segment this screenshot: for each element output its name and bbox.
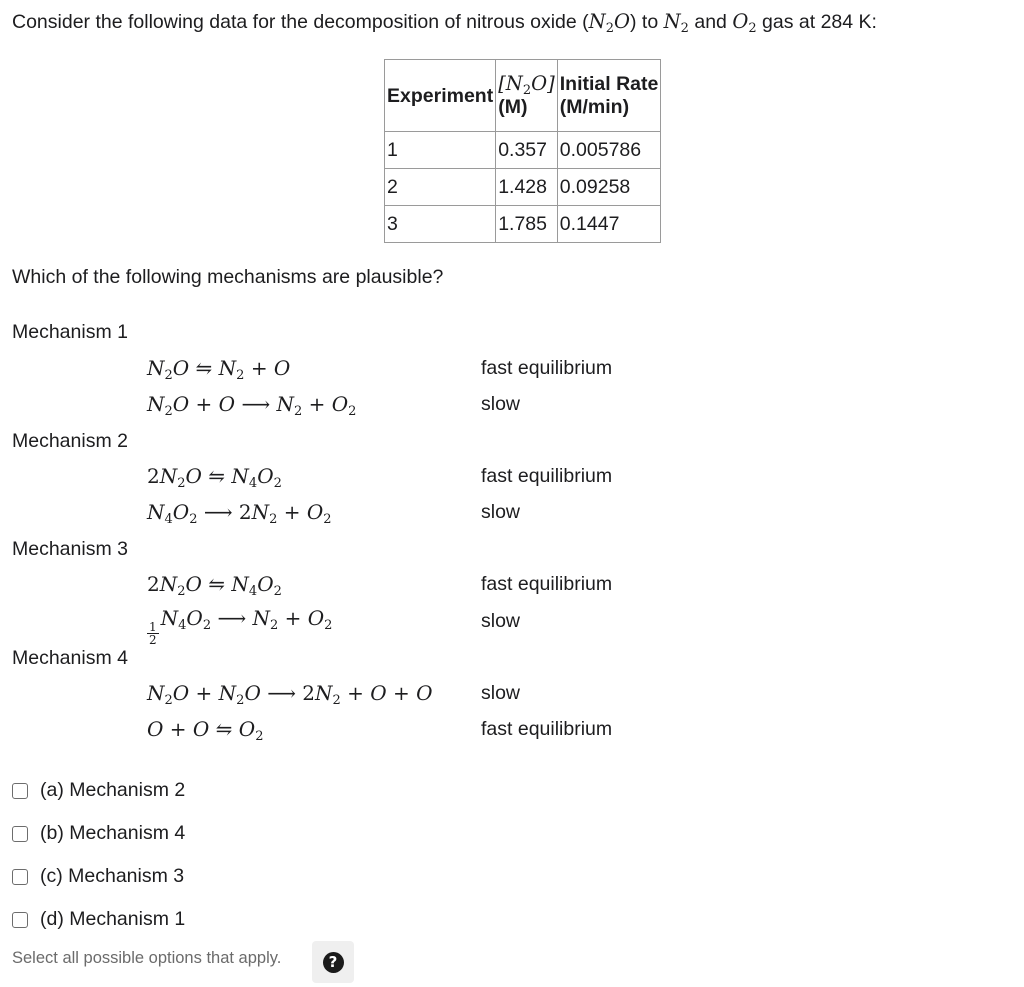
mechanism-3-step-2: $\frac{1}{2}$ $N_4O_2$ ⟶ $N_2 + O_2$ bbox=[149, 606, 333, 647]
mechanism-2-step-1: $2N_2O$ ⇋ $N_4O_2$ bbox=[147, 464, 282, 491]
cell-rate: 0.1447 bbox=[557, 206, 661, 243]
question-circle-icon[interactable]: ? bbox=[323, 952, 344, 973]
option-c-label[interactable]: (c) Mechanism 3 bbox=[40, 865, 185, 887]
option-c-checkbox[interactable] bbox=[12, 869, 28, 885]
option-c[interactable] bbox=[12, 865, 184, 888]
option-b[interactable] bbox=[12, 822, 185, 845]
cell-experiment: 1 bbox=[385, 132, 496, 169]
formula-n2: $N_2$ bbox=[663, 10, 689, 36]
select-hint: Select all possible options that apply. bbox=[12, 949, 282, 967]
option-a[interactable] bbox=[12, 779, 185, 802]
mechanism-1-step-2-note: slow bbox=[481, 393, 521, 415]
rate-data-table bbox=[384, 59, 661, 243]
mechanism-3-step-2-note: slow bbox=[481, 610, 521, 632]
mechanism-4-step-2: O + O ⇋ $O_2$ bbox=[147, 717, 264, 744]
option-a-label[interactable]: (a) Mechanism 2 bbox=[40, 779, 186, 801]
mechanism-1-title: Mechanism 1 bbox=[12, 321, 128, 343]
table-row bbox=[385, 132, 661, 169]
table-row bbox=[385, 169, 661, 206]
mechanism-3-title: Mechanism 3 bbox=[12, 538, 128, 560]
question-intro: Consider the following data for the decomposition of nitrous oxide $(N_2O)$ to $N_2$ and $O_2$ gas at 284 K: bbox=[12, 10, 877, 36]
header-rate-line1: Initial Rate bbox=[557, 60, 661, 95]
option-d-checkbox[interactable] bbox=[12, 912, 28, 928]
mechanism-2-step-1-note: fast equilibrium bbox=[481, 465, 613, 487]
cell-experiment: 3 bbox=[385, 206, 496, 243]
cell-concentration: 1.428 bbox=[496, 169, 558, 206]
option-d[interactable] bbox=[12, 908, 185, 931]
mechanism-1-step-1: $N_2O$ ⇋ $N_2 + O$ bbox=[147, 356, 291, 383]
mechanism-2-step-2-note: slow bbox=[481, 501, 521, 523]
option-d-label[interactable]: (d) Mechanism 1 bbox=[40, 908, 186, 930]
header-rate-unit: (M/min) bbox=[557, 94, 661, 132]
header-concentration-unit: (M) bbox=[496, 94, 558, 132]
mechanism-3-step-1-note: fast equilibrium bbox=[481, 573, 613, 595]
cell-concentration: 0.357 bbox=[496, 132, 558, 169]
question-prompt: Which of the following mechanisms are plausible? bbox=[12, 266, 444, 288]
mechanism-4-step-2-note: fast equilibrium bbox=[481, 718, 613, 740]
option-b-checkbox[interactable] bbox=[12, 826, 28, 842]
cell-experiment: 2 bbox=[385, 169, 496, 206]
table-row bbox=[385, 206, 661, 243]
cell-concentration: 1.785 bbox=[496, 206, 558, 243]
fraction-one-half: $\frac{1}{2}$ bbox=[149, 620, 157, 647]
mechanism-1-step-1-note: fast equilibrium bbox=[481, 357, 613, 379]
mechanism-3-step-1: $2N_2O$ ⇋ $N_4O_2$ bbox=[147, 572, 282, 599]
mechanism-2-title: Mechanism 2 bbox=[12, 430, 128, 452]
mechanism-2-step-2: $N_4O_2$ ⟶ $2N_2 + O_2$ bbox=[147, 500, 332, 527]
mechanism-4-title: Mechanism 4 bbox=[12, 647, 128, 669]
mechanism-4-step-1-note: slow bbox=[481, 682, 521, 704]
formula-n2o: $N_2O$ bbox=[588, 10, 631, 36]
header-experiment: Experiment bbox=[385, 60, 496, 132]
table-header-row bbox=[385, 60, 661, 95]
option-a-checkbox[interactable] bbox=[12, 783, 28, 799]
help-button[interactable] bbox=[312, 941, 354, 983]
mechanism-4-step-1: $N_2O + N_2O$ ⟶ $2N_2 + O + O$ bbox=[147, 681, 433, 708]
formula-o2: $O_2$ bbox=[732, 10, 757, 36]
mechanism-1-step-2: $N_2O + O$ ⟶ $N_2 + O_2$ bbox=[147, 392, 357, 419]
header-concentration: $[N_2O]$ bbox=[496, 60, 558, 95]
cell-rate: 0.005786 bbox=[557, 132, 661, 169]
option-b-label[interactable]: (b) Mechanism 4 bbox=[40, 822, 186, 844]
cell-rate: 0.09258 bbox=[557, 169, 661, 206]
